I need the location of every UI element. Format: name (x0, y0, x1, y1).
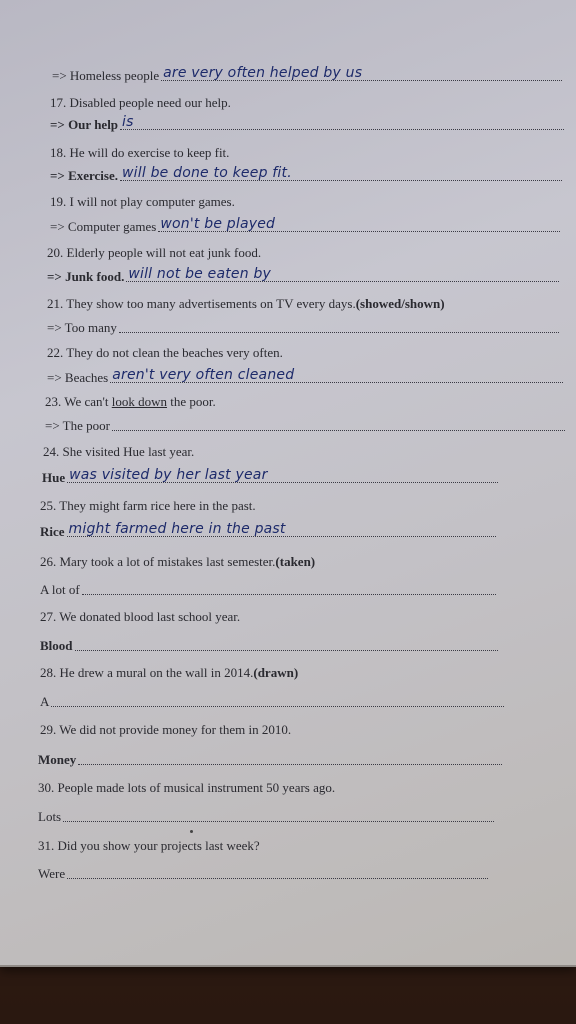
handwritten-answer: will be done to keep fit. (122, 165, 292, 181)
ink-dot (190, 830, 193, 833)
answer-blank[interactable] (51, 692, 504, 707)
answer-blank[interactable] (158, 217, 560, 232)
answer-line-17[interactable] (50, 115, 564, 133)
answer-blank[interactable] (67, 522, 496, 537)
answer-blank[interactable] (119, 318, 559, 333)
answer-prefix: => The poor (45, 418, 110, 433)
answer-prefix: A lot of (40, 582, 80, 597)
answer-prefix: A (40, 694, 50, 709)
answer-blank[interactable] (67, 468, 498, 483)
question-23-text-before: 23. We can't (45, 394, 112, 409)
answer-line-23[interactable] (45, 416, 565, 434)
answer-blank[interactable] (161, 66, 562, 81)
answer-line-30[interactable] (38, 807, 494, 825)
answer-blank[interactable] (75, 636, 498, 651)
handwritten-answer: aren't very often cleaned (112, 367, 295, 383)
answer-line-25[interactable] (40, 522, 496, 540)
answer-line-24[interactable] (42, 468, 498, 486)
answer-prefix: => Too many (47, 320, 117, 335)
question-27: 27. We donated blood last school year. (40, 609, 241, 624)
question-18: 18. He will do exercise to keep fit. (50, 145, 230, 160)
answer-line-18[interactable] (50, 166, 562, 184)
answer-line-homeless[interactable] (52, 66, 562, 84)
answer-prefix: Were (38, 866, 66, 881)
question-25: 25. They might farm rice here in the past. (40, 498, 256, 513)
handwritten-answer: are very often helped by us (163, 65, 363, 81)
answer-line-27[interactable] (40, 636, 498, 654)
question-28-tag: (drawn) (253, 665, 299, 680)
question-26-tag: (taken) (275, 554, 316, 569)
answer-line-22[interactable] (47, 368, 563, 386)
handwritten-answer: is (122, 114, 134, 130)
question-19: 19. I will not play computer games. (50, 194, 235, 209)
answer-prefix: => Computer games (50, 219, 157, 234)
handwritten-answer: will not be eaten by (128, 266, 272, 282)
answer-line-26[interactable] (40, 580, 496, 598)
answer-line-20[interactable] (47, 267, 559, 285)
answer-prefix: => Exercise. (50, 168, 119, 183)
question-30: 30. People made lots of musical instrument 50 years ago. (38, 780, 336, 795)
answer-prefix: => Junk food. (47, 269, 125, 284)
answer-blank[interactable] (120, 166, 562, 181)
answer-blank[interactable] (78, 750, 502, 765)
handwritten-answer: was visited by her last year (69, 467, 268, 483)
question-22: 22. They do not clean the beaches very often. (47, 345, 283, 360)
answer-line-19[interactable] (50, 217, 560, 235)
question-21-text: 21. They show too many advertisements on TV every days. (47, 296, 356, 311)
answer-blank[interactable] (67, 864, 488, 879)
answer-prefix: => Our help (50, 117, 119, 132)
answer-line-28[interactable] (40, 692, 504, 710)
answer-prefix: Blood (40, 638, 73, 653)
answer-blank[interactable] (63, 807, 494, 822)
answer-prefix: Money (38, 752, 77, 767)
question-23-underlined: look down (111, 394, 168, 409)
answer-line-21[interactable] (47, 318, 559, 336)
question-21 (47, 296, 445, 312)
question-26 (40, 554, 315, 570)
question-23-text-after: the poor. (167, 394, 216, 409)
handwritten-answer: won't be played (160, 216, 276, 232)
question-23 (45, 394, 216, 410)
question-26-text: 26. Mary took a lot of mistakes last semester. (40, 554, 276, 569)
question-31: 31. Did you show your projects last week? (38, 838, 260, 853)
answer-blank[interactable] (110, 368, 563, 383)
question-20: 20. Elderly people will not eat junk food. (47, 245, 262, 260)
answer-prefix: Rice (40, 524, 65, 539)
answer-prefix: => Homeless people (52, 68, 160, 83)
question-24: 24. She visited Hue last year. (43, 444, 195, 459)
question-29: 29. We did not provide money for them in 2010. (40, 722, 292, 737)
question-28-text: 28. He drew a mural on the wall in 2014. (40, 665, 254, 680)
question-28 (40, 665, 298, 681)
answer-blank[interactable] (82, 580, 496, 595)
answer-line-31[interactable] (38, 864, 488, 882)
answer-prefix: => Beaches (47, 370, 109, 385)
answer-line-29[interactable] (38, 750, 502, 768)
question-17: 17. Disabled people need our help. (50, 95, 231, 110)
question-21-tag: (showed/shown) (355, 296, 445, 311)
answer-blank[interactable] (112, 416, 565, 431)
answer-prefix: Lots (38, 809, 62, 824)
handwritten-answer: might farmed here in the past (68, 521, 286, 537)
answer-prefix: Hue (42, 470, 66, 485)
answer-blank[interactable] (120, 115, 564, 130)
answer-blank[interactable] (126, 267, 559, 282)
